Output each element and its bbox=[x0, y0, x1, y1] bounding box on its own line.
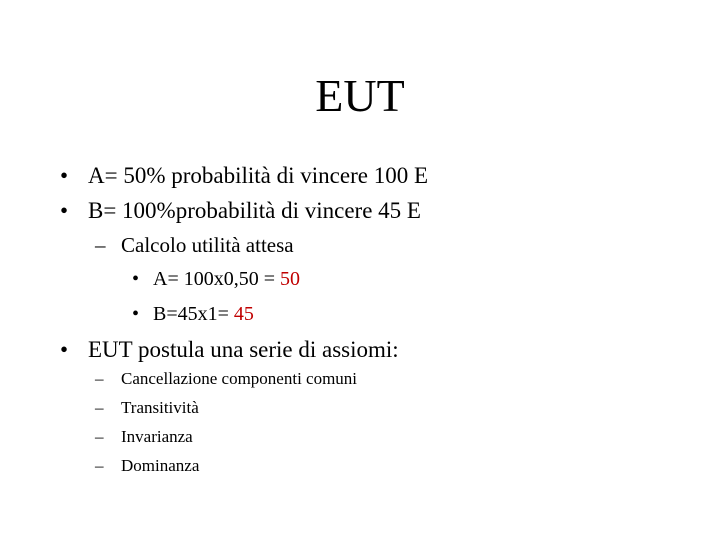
axiom-marker: – bbox=[95, 369, 104, 388]
calc-b-text: B=45x1= bbox=[153, 303, 234, 325]
bullet-marker: • bbox=[60, 337, 69, 362]
axiom-marker: – bbox=[95, 456, 104, 475]
axiom-marker: – bbox=[95, 427, 104, 446]
sub-sub-bullet-marker: • bbox=[132, 303, 140, 325]
calc-a-text: A= 100x0,50 = bbox=[153, 268, 281, 290]
sub-bullet-text-calcolo: Calcolo utilità attesa bbox=[121, 233, 294, 257]
slide-title-text: EUT bbox=[315, 70, 405, 121]
axiom-marker: – bbox=[95, 398, 104, 417]
bullet-text-eut: EUT postula una serie di assiomi: bbox=[88, 337, 399, 362]
bullet-text-option-b: B= 100%probabilità di vincere 45 E bbox=[88, 198, 421, 223]
bullet-marker: • bbox=[60, 198, 69, 223]
calc-a-result: 50 bbox=[280, 268, 301, 290]
calc-b-result: 45 bbox=[233, 303, 254, 325]
calc-line-b bbox=[153, 301, 254, 327]
bullet-text-option-a: A= 50% probabilità di vincere 100 E bbox=[88, 163, 428, 188]
axiom-item-dominanza: Dominanza bbox=[121, 456, 200, 475]
calc-line-a bbox=[153, 266, 300, 292]
axiom-item-cancellazione: Cancellazione componenti comuni bbox=[121, 369, 358, 388]
sub-sub-bullet-marker: • bbox=[132, 268, 140, 290]
axiom-item-invarianza: Invarianza bbox=[121, 427, 193, 446]
axiom-item-transitivita: Transitività bbox=[121, 398, 199, 417]
sub-bullet-marker: – bbox=[95, 233, 106, 257]
slide-title bbox=[0, 66, 720, 126]
bullet-marker: • bbox=[60, 163, 69, 188]
